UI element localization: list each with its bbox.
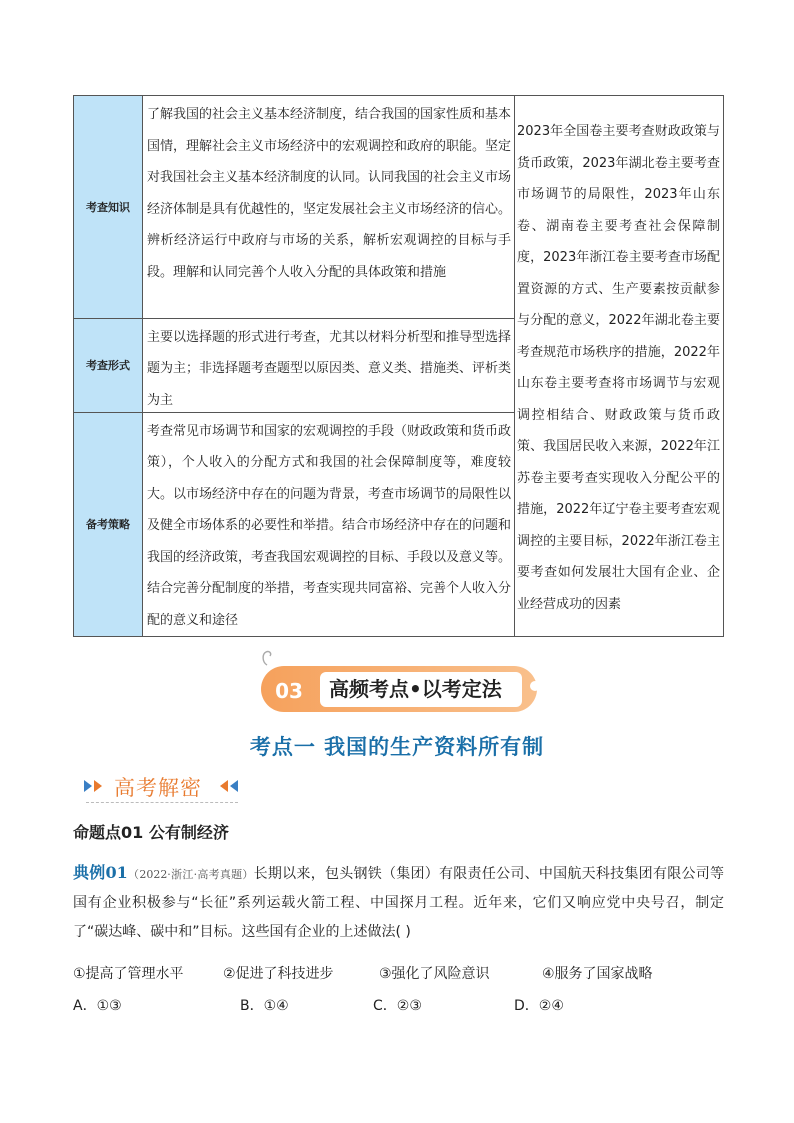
choice-d[interactable]: D．②④ xyxy=(514,998,564,1014)
table-row xyxy=(74,319,514,413)
divider xyxy=(86,802,238,803)
subhead-text: 高考解密 xyxy=(114,776,202,800)
double-arrow-right-icon xyxy=(84,780,108,792)
point-title: 命题点01 公有制经济 xyxy=(73,823,229,842)
row-content: 主要以选择题的形式进行考查，尤其以材料分析型和推导型选择题为主；非选择题考查题型以原因类、意义类、措施类、评析类为主 xyxy=(147,329,512,408)
row-label: 考查形式 xyxy=(74,319,143,412)
section-title: 考点一 我国的生产资料所有制 xyxy=(249,735,545,759)
exam-summary-table xyxy=(73,95,724,637)
question xyxy=(73,858,724,947)
row-label: 考查知识 xyxy=(74,96,143,318)
row-content: 了解我国的社会主义基本经济制度，结合我国的国家性质和基本国情，理解社会主义市场经济中的宏观调控和政府的职能。坚定对我国社会主义基本经济制度的认同。认同我国的社会主义市场经济体制是具有优越性的，坚定发展社会主义市场经济的信心。辨析经济运行中政府与市场的关系，解析宏观调控的目标与手段。理解和认同完善个人收入分配的具体政策和措施 xyxy=(147,107,512,280)
statement-item: ④服务了国家战略 xyxy=(542,966,653,982)
row-label: 备考策略 xyxy=(74,413,143,637)
section-banner xyxy=(255,650,545,720)
table-row xyxy=(74,96,514,319)
ring-icon xyxy=(260,650,274,666)
exam-history-cell: 2023年全国卷主要考查财政政策与货币政策，2023年湖北卷主要考查市场调节的局限性，2023年山东卷、湖南卷主要考查社会保障制度，2023年浙江卷主要考查市场配置资源的方式、生产要素按贡献参与分配的意义，2022年湖北卷主要考查规范市场秩序的措施，2022年山东卷主要考查将市场调节与宏观调控相结合、财政政策与货币政策、我国居民收入来源，2022年江苏卷主要考查实现收入分配公平的措施，2022年辽宁卷主要考查宏观调控的主要目标，2022年浙江卷主要考查如何发展壮大国有企业、企业经营成功的因素 xyxy=(514,96,723,636)
question-source: （2022·浙江·高考真题） xyxy=(127,868,254,881)
statement-item: ③强化了风险意识 xyxy=(379,966,490,982)
double-arrow-left-icon xyxy=(220,780,244,792)
row-content: 考查常见市场调节和国家的宏观调控的手段（财政政策和货币政策），个人收入的分配方式和我国的社会保障制度等，难度较大。以市场经济中存在的问题为背景，考查市场调节的局限性以及健全市场体系的必要性和举措。结合市场经济中存在的问题和我国的经济政策，考查我国宏观调控的目标、手段以及意义等。结合完善分配制度的举措，考查实现共同富裕、完善个人收入分配的意义和途径 xyxy=(147,423,512,628)
choice-c[interactable]: C．②③ xyxy=(373,998,422,1014)
table-row xyxy=(74,413,514,637)
table-left-part xyxy=(74,96,514,636)
banner-dot xyxy=(530,681,540,691)
question-label: 典例01 xyxy=(73,863,128,882)
choice-a[interactable]: A．①③ xyxy=(73,998,122,1014)
choice-b[interactable]: B．①④ xyxy=(240,998,289,1014)
banner-number: 03 xyxy=(275,679,303,703)
statement-item: ②促进了科技进步 xyxy=(223,966,334,982)
statement-item: ①提高了管理水平 xyxy=(73,966,184,982)
question-stem: 长期以来，包头钢铁（集团）有限责任公司、中国航天科技集团有限公司等国有企业积极参与“长征”系列运载火箭工程、中国探月工程。近年来，它们又响应党中央号召，制定了“碳达峰、碳中和”目标。这些国有企业的上述做法( ) xyxy=(73,866,724,940)
banner-title: 高频考点•以考定法 xyxy=(320,672,522,707)
